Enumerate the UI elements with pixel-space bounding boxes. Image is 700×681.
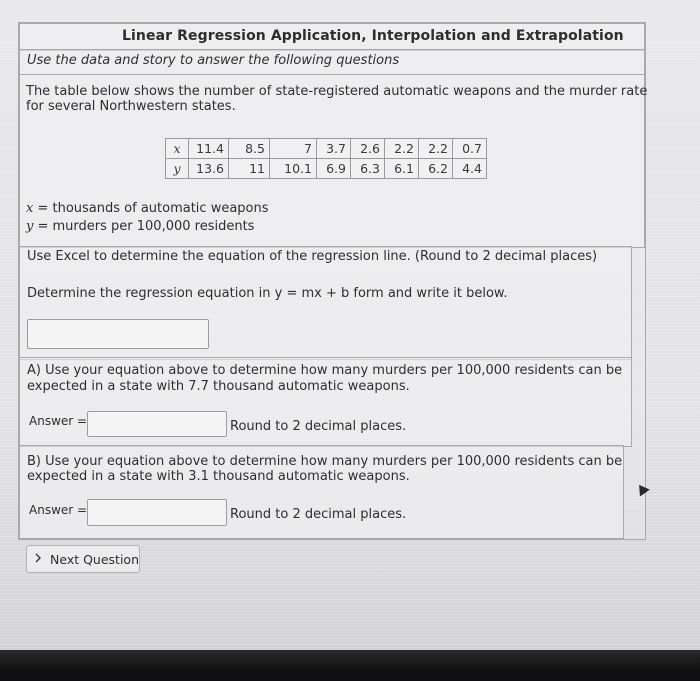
part-a-line-1: A) Use your equation above to determine how many murders per 100,000 residents can be — [27, 363, 623, 378]
instructions-text: Use the data and story to answer the following questions — [27, 53, 400, 68]
part-a-line-2: expected in a state with 7.7 thousand automatic weapons. — [27, 379, 410, 394]
table-cell: 11 — [229, 159, 270, 179]
x-variable: x — [26, 201, 34, 216]
chevron-right-icon — [35, 552, 42, 566]
y-definition-text: = murders per 100,000 residents — [33, 219, 255, 234]
y-label: y — [166, 159, 189, 179]
table-cell: 6.3 — [351, 159, 385, 179]
data-table — [165, 138, 487, 179]
y-definition — [26, 218, 254, 235]
part-b-answer-input[interactable] — [87, 499, 227, 526]
table-cell: 10.1 — [270, 159, 317, 179]
table-cell: 0.7 — [453, 139, 487, 159]
regression-prompt: Determine the regression equation in y = mx + b form and write it below. — [27, 286, 508, 301]
part-b-line-2: expected in a state with 3.1 thousand automatic weapons. — [27, 469, 410, 484]
table-cell: 7 — [270, 139, 317, 159]
x-label: x — [166, 139, 189, 159]
table-cell: 6.9 — [317, 159, 351, 179]
x-definition-text: = thousands of automatic weapons — [33, 201, 269, 216]
table-cell: 6.2 — [419, 159, 453, 179]
part-b-answer-label: Answer = — [29, 503, 88, 517]
part-a-round-note: Round to 2 decimal places. — [230, 419, 407, 434]
table-row-x — [166, 139, 487, 159]
table-cell: 2.2 — [419, 139, 453, 159]
next-question-button[interactable] — [26, 545, 140, 573]
table-cell: 2.2 — [385, 139, 419, 159]
regression-equation-input[interactable] — [27, 319, 209, 349]
intro-line-2: for several Northwestern states. — [26, 99, 236, 114]
table-cell: 2.6 — [351, 139, 385, 159]
part-a-answer-input[interactable] — [87, 411, 227, 437]
part-b-round-note: Round to 2 decimal places. — [230, 507, 407, 522]
part-a-answer-label: Answer = — [29, 414, 88, 428]
table-cell: 8.5 — [229, 139, 270, 159]
page-title: Linear Regression Application, Interpolation and Extrapolation — [122, 28, 624, 44]
table-row-y — [166, 159, 487, 179]
table-cell: 13.6 — [189, 159, 229, 179]
table-cell: 4.4 — [453, 159, 487, 179]
part-b-line-1: B) Use your equation above to determine how many murders per 100,000 residents can be — [27, 454, 623, 469]
table-cell: 3.7 — [317, 139, 351, 159]
y-variable: y — [26, 219, 34, 234]
next-question-label: Next Question — [50, 551, 140, 567]
table-cell: 11.4 — [189, 139, 229, 159]
table-cell: 6.1 — [385, 159, 419, 179]
excel-instruction: Use Excel to determine the equation of the regression line. (Round to 2 decimal places) — [27, 249, 598, 264]
screen-bezel — [0, 650, 700, 681]
intro-line-1: The table below shows the number of state-registered automatic weapons and the murder rate — [26, 84, 648, 99]
x-definition — [26, 200, 269, 217]
